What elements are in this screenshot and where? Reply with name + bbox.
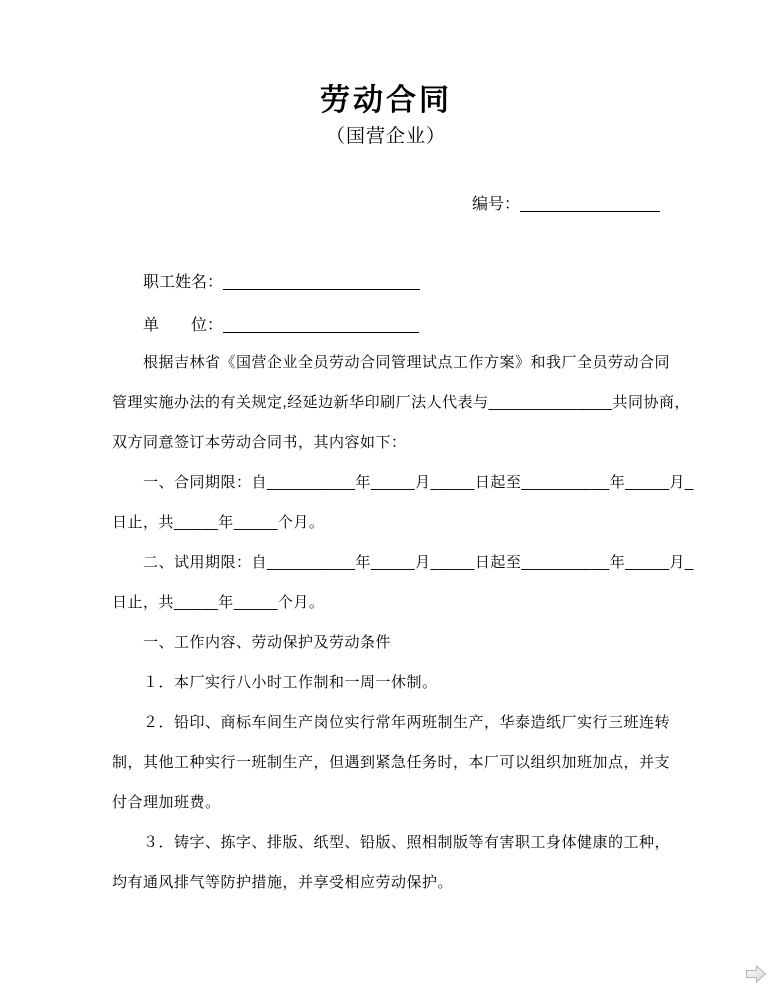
- document-content: [0, 84, 774, 903]
- contract-number-row: [112, 194, 660, 216]
- arrow-right-icon[interactable]: [744, 962, 768, 986]
- contract-number-label: 编号：: [471, 196, 520, 213]
- document-line: 日止，共_____年_____个月。: [112, 514, 325, 531]
- unit-blank-line: [223, 316, 419, 333]
- paragraph-intro: [112, 343, 690, 463]
- document-line: 双方同意签订本劳动合同书，其内容如下：: [112, 434, 407, 451]
- document-line: 均有通风排气等防护措施，并享受相应劳动保护。: [112, 874, 454, 891]
- document-line: 制，其他工种实行一班制生产，但遇到紧急任务时，本厂可以组织加班加点，并支: [112, 754, 671, 771]
- document-title: 劳动合同: [320, 84, 452, 117]
- employee-name-row: [143, 272, 660, 293]
- contract-number-blank-line: [520, 195, 660, 212]
- document-line: ２．铅印、商标车间生产岗位实行常年两班制生产，华泰造纸厂实行三班连转: [143, 714, 671, 731]
- clause-contract-term: [112, 463, 694, 543]
- document-line: 管理实施办法的有关规定,经延边新华印刷厂法人代表与______________共同协商，: [112, 394, 690, 411]
- section1-item3: [112, 823, 671, 903]
- employee-name-label: 职工姓名：: [143, 274, 224, 291]
- employee-name-blank-line: [223, 273, 420, 290]
- document-body: [112, 343, 694, 903]
- section1-heading: 一、工作内容、劳动保护及劳动条件: [143, 634, 392, 651]
- document-subtitle: （国营企业）: [325, 126, 446, 147]
- document-line: 一、合同期限：自__________年_____月_____日起至__________年_____月_: [143, 474, 694, 491]
- document-line: 日止，共_____年_____个月。: [112, 594, 325, 611]
- document-line: 付合理加班费。: [112, 794, 221, 811]
- unit-label: 单 位：: [143, 317, 224, 334]
- clause-trial-term: [112, 543, 694, 623]
- document-line: １．本厂实行八小时工作制和一周一休制。: [143, 674, 438, 691]
- section1-item1: [112, 663, 660, 703]
- document-line: 根据吉林省《国营企业全员劳动合同管理试点工作方案》和我厂全员劳动合同: [143, 354, 671, 371]
- document-line: ３．铸字、拣字、排版、纸型、铅版、照相制版等有害职工身体健康的工种，: [143, 834, 671, 851]
- section1: [112, 623, 671, 903]
- section1-item2: [112, 703, 671, 823]
- unit-row: [143, 315, 660, 336]
- header-fields: [143, 272, 660, 336]
- document-line: 二、试用期限：自__________年_____月_____日起至__________年_____月_: [143, 554, 694, 571]
